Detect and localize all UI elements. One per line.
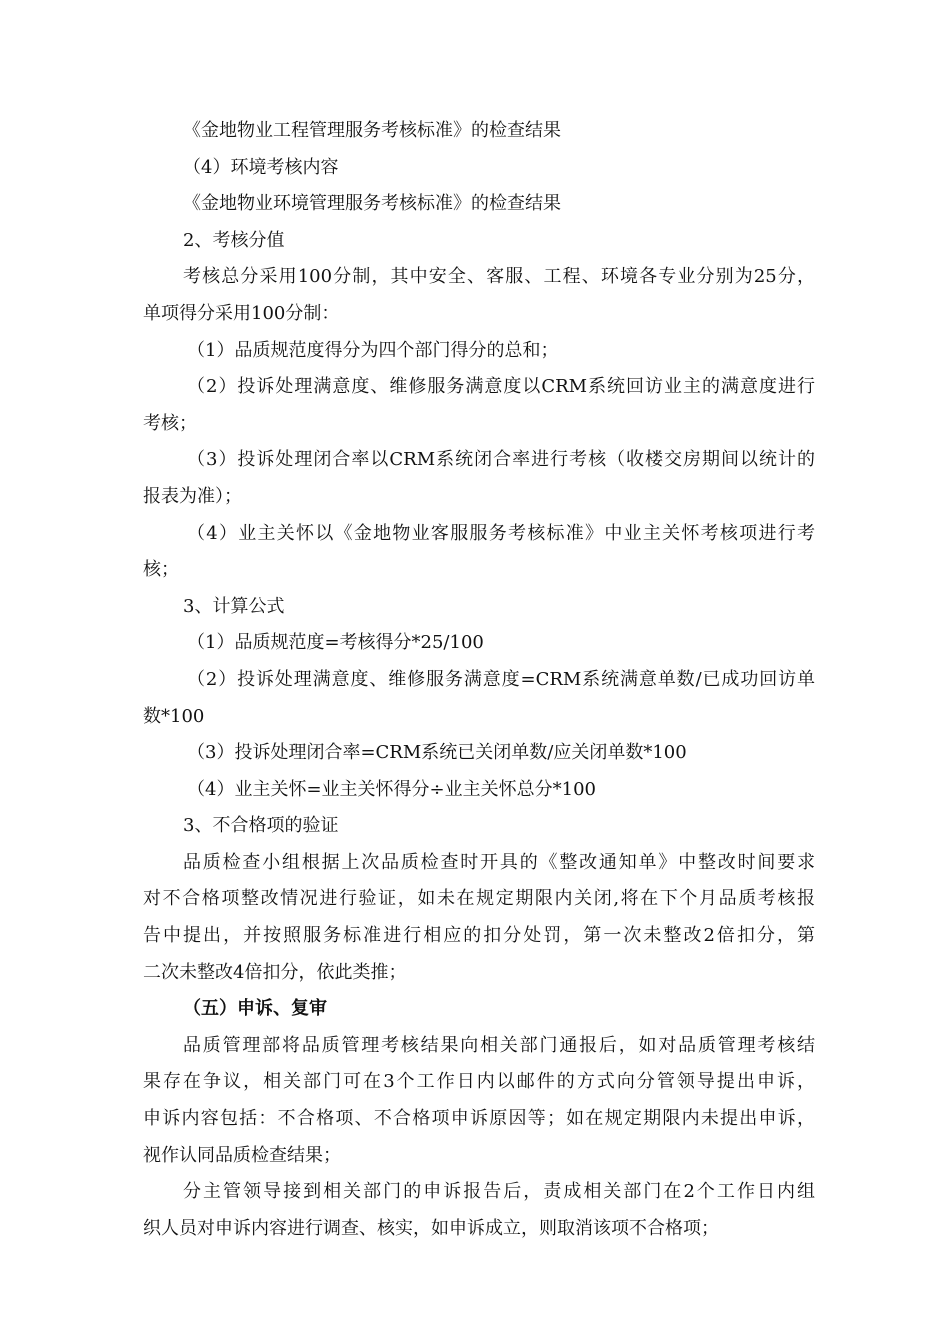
section-heading: 2、考核分值: [183, 229, 285, 251]
text-line: 《金地物业工程管理服务考核标准》的检查结果: [183, 120, 561, 141]
section-heading: 3、不合格项的验证: [183, 815, 339, 837]
list-item-continuation: 考核；: [143, 412, 197, 434]
paragraph-line: 告中提出，并按照服务标准进行相应的扣分处罚，第一次未整改2倍扣分，第: [143, 925, 815, 947]
paragraph-line: 单项得分采用100分制：: [143, 302, 340, 324]
document-body: [143, 113, 815, 1247]
paragraph-line: 品质检查小组根据上次品质检查时开具的《整改通知单》中整改时间要求: [183, 851, 815, 873]
paragraph-line: 申诉内容包括：不合格项、不合格项申诉原因等；如在规定期限内未提出申诉，: [143, 1108, 815, 1130]
text-line: （4）环境考核内容: [183, 156, 339, 178]
paragraph-line: 果存在争议，相关部门可在3个工作日内以邮件的方式向分管领导提出申诉，: [143, 1071, 815, 1093]
paragraph-line: 品质管理部将品质管理考核结果向相关部门通报后，如对品质管理考核结: [183, 1034, 815, 1056]
list-item-continuation: 核；: [143, 559, 179, 581]
text-line: 《金地物业环境管理服务考核标准》的检查结果: [183, 193, 561, 215]
paragraph-line: 织人员对申诉内容进行调查、核实，如申诉成立，则取消该项不合格项；: [143, 1217, 719, 1239]
paragraph-line: 分主管领导接到相关部门的申诉报告后，责成相关部门在2个工作日内组: [183, 1181, 815, 1203]
formula-item-continuation: 数*100: [143, 705, 205, 727]
list-item: （3）投诉处理闭合率以CRM系统闭合率进行考核（收楼交房期间以统计的: [187, 449, 815, 471]
section-title: （五）申诉、复审: [183, 998, 327, 1020]
paragraph-line: 二次未整改4倍扣分，依此类推；: [143, 961, 407, 983]
formula-item: （2）投诉处理满意度、维修服务满意度=CRM系统满意单数/已成功回访单: [187, 668, 815, 690]
list-item: （1）品质规范度得分为四个部门得分的总和；: [187, 339, 559, 361]
paragraph-line: 对不合格项整改情况进行验证，如未在规定期限内关闭,将在下个月品质考核报: [143, 888, 815, 910]
list-item: （2）投诉处理满意度、维修服务满意度以CRM系统回访业主的满意度进行: [187, 376, 815, 398]
section-heading: 3、计算公式: [183, 595, 285, 617]
formula-item: （4）业主关怀=业主关怀得分÷业主关怀总分*100: [187, 778, 596, 800]
list-item: （4）业主关怀以《金地物业客服服务考核标准》中业主关怀考核项进行考: [187, 522, 815, 544]
list-item-continuation: 报表为准）；: [143, 485, 242, 507]
paragraph-line: 视作认同品质检查结果；: [143, 1144, 341, 1166]
formula-item: （1）品质规范度=考核得分*25/100: [187, 632, 484, 654]
paragraph-line: 考核总分采用100分制，其中安全、客服、工程、环境各专业分别为25分，: [183, 266, 815, 288]
formula-item: （3）投诉处理闭合率=CRM系统已关闭单数/应关闭单数*100: [187, 742, 687, 764]
